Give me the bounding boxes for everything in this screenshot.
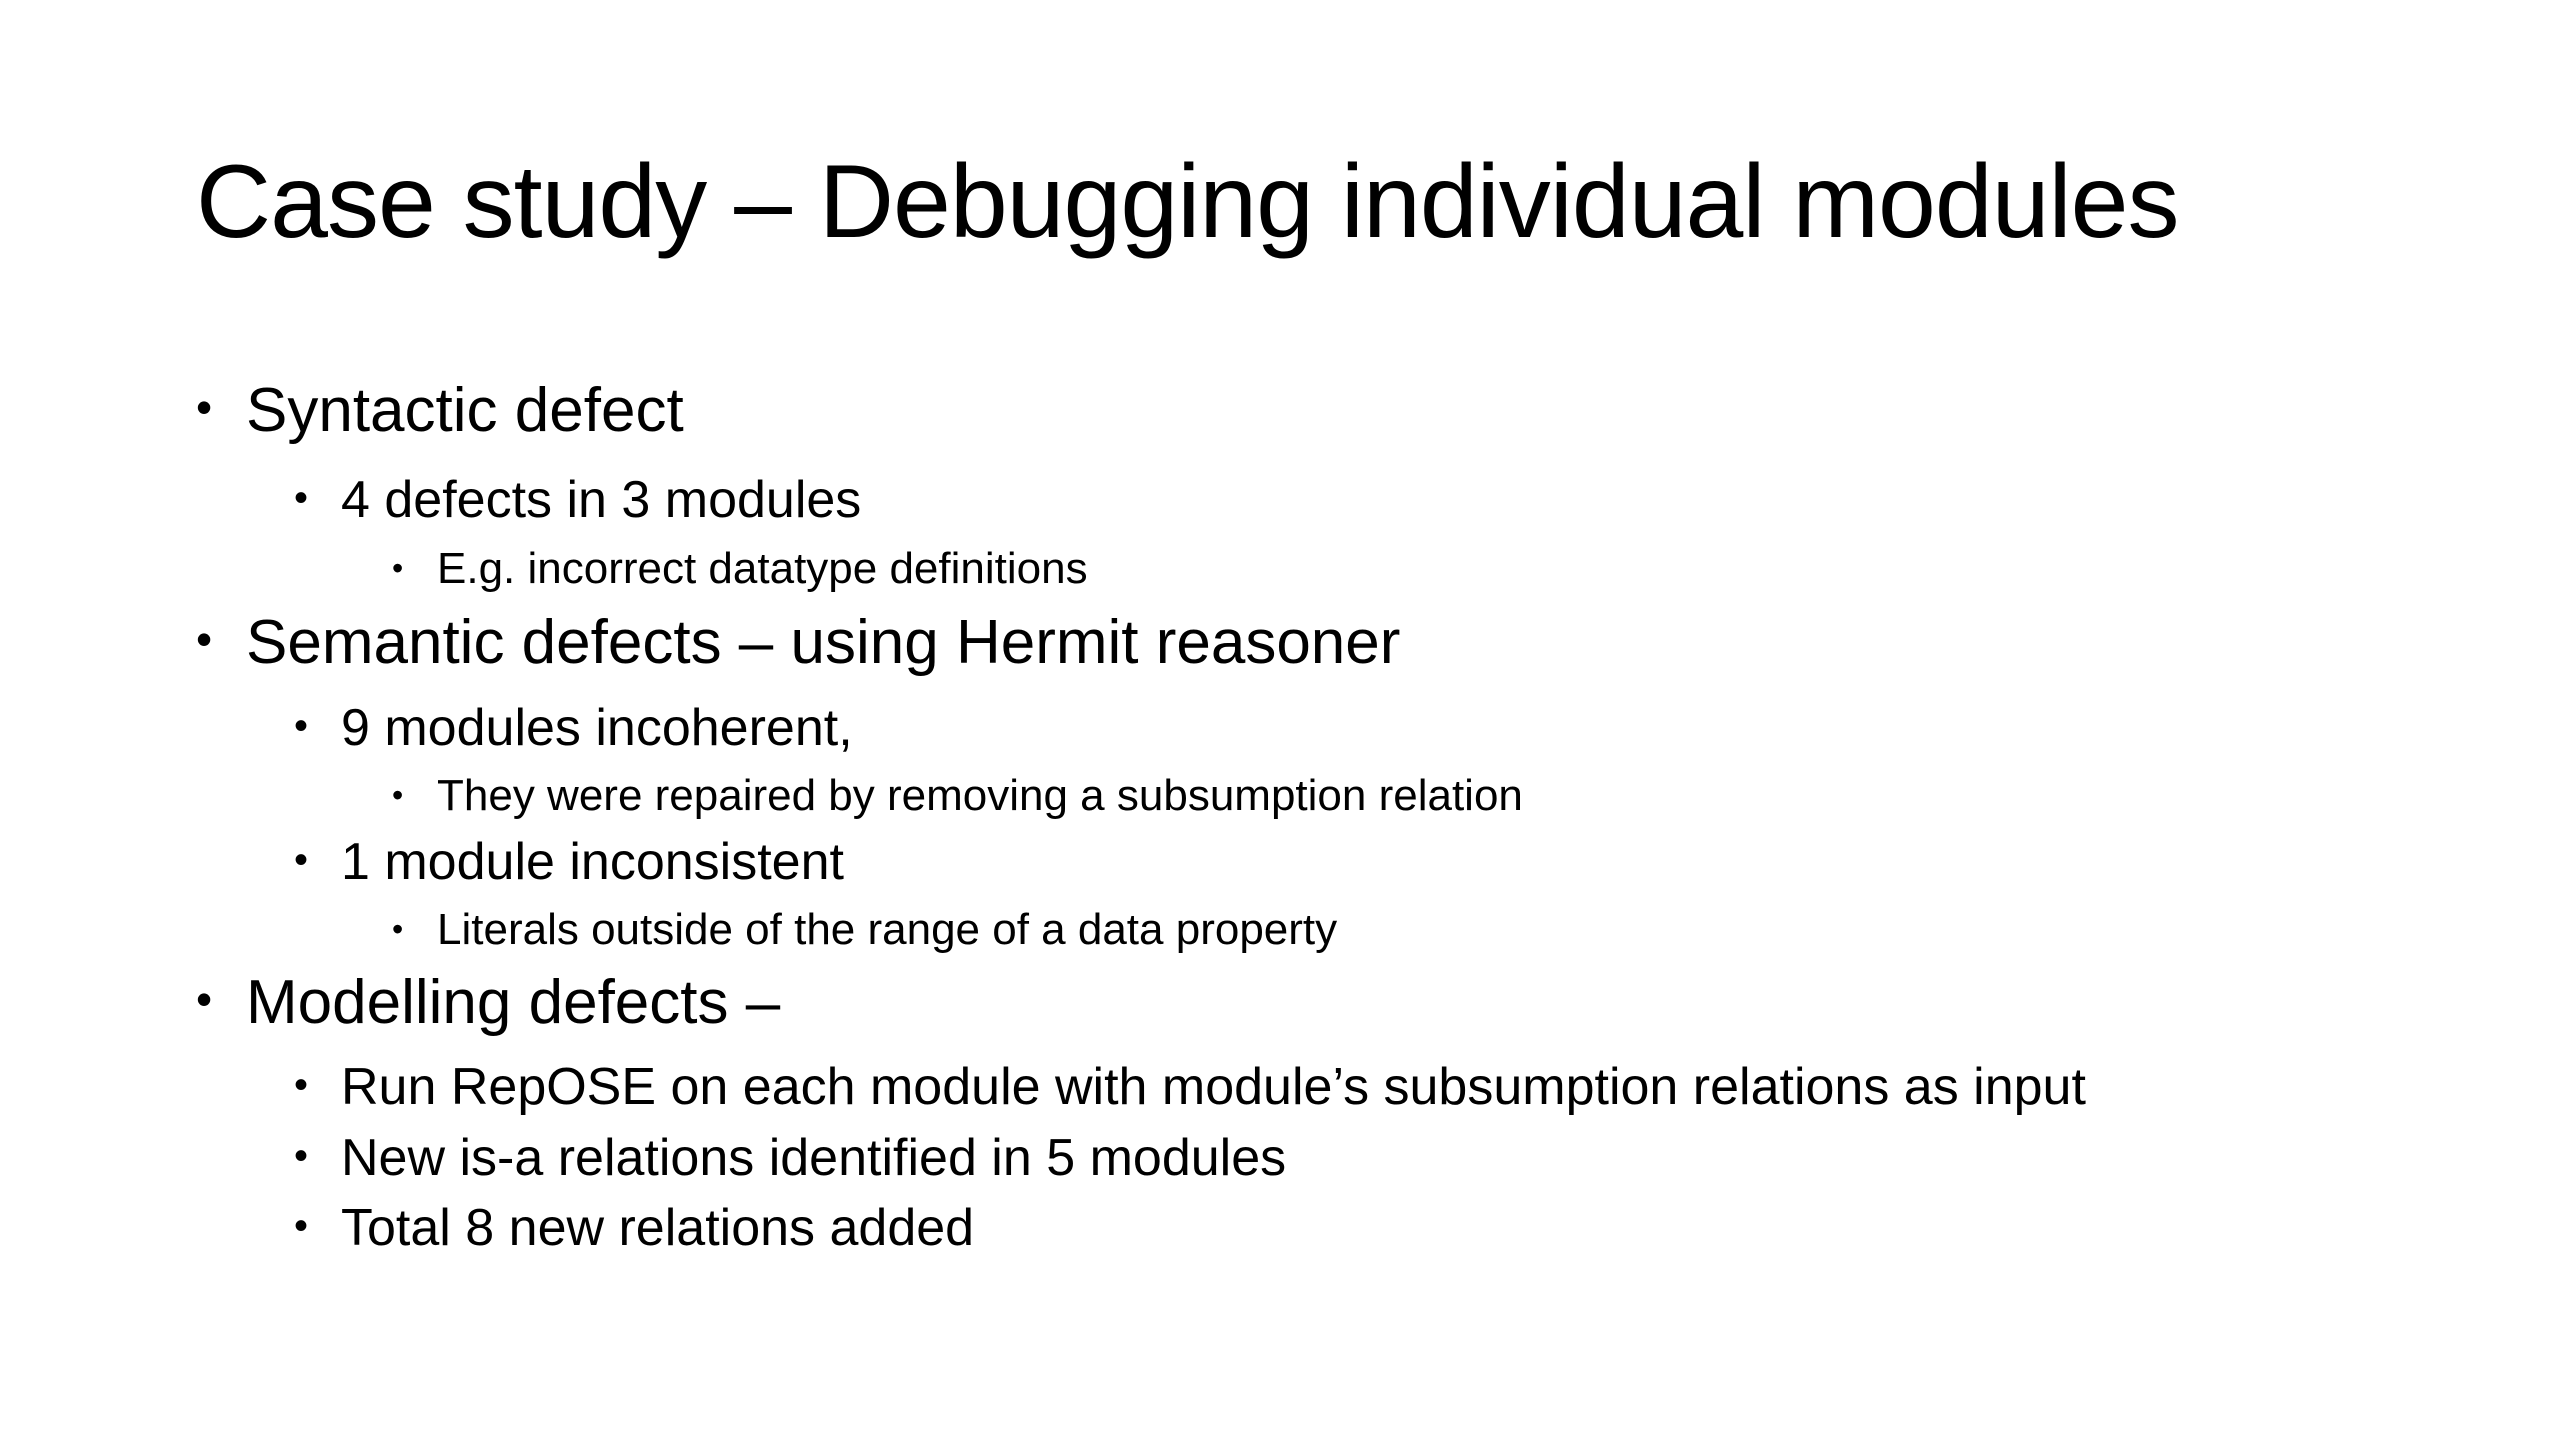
bullet-text: Literals outside of the range of a data property — [437, 905, 1338, 954]
bullet-dot-icon: • — [294, 838, 309, 882]
bullet-dot-icon: • — [196, 973, 213, 1025]
bullet-text: 4 defects in 3 modules — [341, 471, 862, 529]
bullet-dot-icon: • — [196, 381, 213, 433]
bullet-dot-icon: • — [392, 777, 404, 813]
bullet-text: They were repaired by removing a subsumption relation — [437, 771, 1523, 820]
bullet-text: Semantic defects – using Hermit reasoner — [246, 608, 1401, 677]
bullet-text: 1 module inconsistent — [341, 833, 844, 891]
bullet-dot-icon: • — [294, 1204, 309, 1248]
bullet-text: Syntactic defect — [246, 376, 684, 445]
bullet-dot-icon: • — [392, 911, 404, 947]
bullet-text: New is-a relations identified in 5 modules — [341, 1129, 1287, 1187]
bullet-dot-icon: • — [294, 704, 309, 748]
slide-title: Case study – Debugging individual modules — [196, 144, 2179, 260]
bullet-text: E.g. incorrect datatype definitions — [437, 544, 1088, 593]
bullet-dot-icon: • — [294, 476, 309, 520]
bullet-text: Modelling defects – — [246, 968, 781, 1037]
bullet-text: Run RepOSE on each module with module’s subsumption relations as input — [341, 1058, 2086, 1116]
bullet-text: Total 8 new relations added — [341, 1199, 975, 1257]
bullet-dot-icon: • — [294, 1063, 309, 1107]
bullet-dot-icon: • — [392, 550, 404, 586]
bullet-dot-icon: • — [294, 1134, 309, 1178]
bullet-dot-icon: • — [196, 613, 213, 665]
bullet-text: 9 modules incoherent, — [341, 699, 853, 757]
